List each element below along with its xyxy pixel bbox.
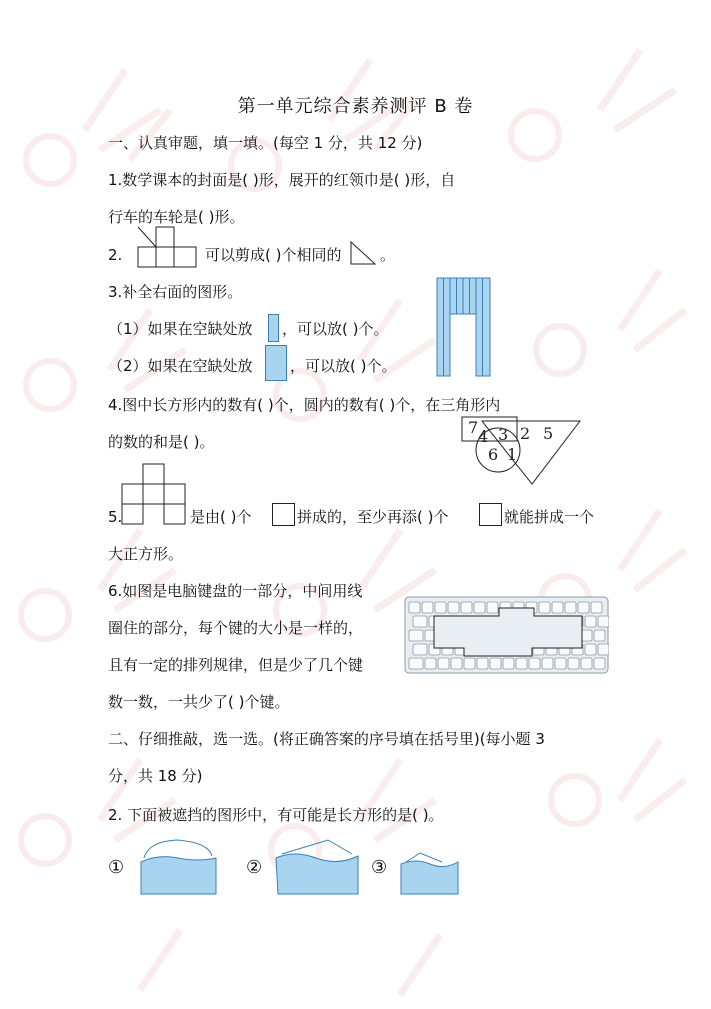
keyboard-key	[413, 616, 427, 627]
thin-bar-icon	[268, 314, 279, 342]
option-2-label: ②	[246, 857, 263, 878]
q6-line3: 且有一定的排列规律，但是少了几个键	[108, 656, 364, 674]
q4-line2: 的数的和是( )。	[108, 433, 215, 451]
q6-line2: 圈住的部分，每个键的大小是一样的，	[108, 619, 364, 637]
square-icon	[272, 503, 295, 526]
q1-line1: 1.数学课本的封面是( )形，展开的红领巾是( )形，自	[108, 171, 456, 189]
q5-cross-figure	[121, 462, 187, 526]
keyboard-key	[581, 658, 592, 669]
q3-2-text-a: （2）如果在空缺处放	[108, 357, 253, 375]
keyboard-key	[552, 602, 563, 613]
keyboard-key	[581, 630, 592, 641]
q4-number-3: 3	[498, 425, 509, 444]
keyboard-key	[490, 658, 501, 669]
q4-number-1: 1	[507, 445, 518, 464]
keyboard-key	[464, 658, 475, 669]
keyboard-key	[591, 602, 602, 613]
q2-text: 可以剪成( )个相同的	[205, 246, 342, 264]
q3-2-text-b: ，可以放( )个。	[290, 357, 397, 375]
keyboard-key	[422, 602, 433, 613]
q3-1-text-a: （1）如果在空缺处放	[108, 320, 253, 338]
q4-number-4: 4	[478, 427, 489, 446]
square-icon	[479, 503, 502, 526]
q4-number-6: 6	[488, 445, 499, 464]
page-title: 第一单元综合素养测评 B 卷	[237, 96, 474, 117]
option-1-figure	[138, 834, 218, 898]
keyboard-key	[529, 658, 540, 669]
q2-grid-figure	[136, 225, 200, 271]
keyboard-key	[474, 602, 485, 613]
option-3-label: ③	[371, 857, 388, 878]
q3-incomplete-figure	[435, 276, 493, 378]
q2-number: 2.	[108, 246, 123, 264]
keyboard-key	[598, 616, 609, 627]
keyboard-key	[578, 602, 589, 613]
q3-title: 3.补全右面的图形。	[108, 283, 243, 301]
q6-line4: 数一数，一共少了( )个键。	[108, 693, 290, 711]
keyboard-key	[487, 602, 498, 613]
q4-number-2: 2	[520, 424, 531, 443]
keyboard-key	[425, 658, 436, 669]
q4-number-7: 7	[468, 418, 479, 437]
option-2-figure	[272, 836, 362, 898]
keyboard-key	[594, 630, 605, 641]
section1-heading: 一、认真审题，填一填。(每空 1 分，共 12 分)	[108, 134, 423, 152]
keyboard-key	[409, 658, 423, 669]
section2-heading-line2: 分，共 18 分)	[108, 767, 203, 785]
keyboard-key	[585, 644, 596, 655]
keyboard-key	[503, 658, 514, 669]
keyboard-key	[409, 630, 423, 641]
keyboard-key	[409, 602, 420, 613]
keyboard-figure	[404, 596, 609, 674]
section2-q2: 2. 下面被遮挡的图形中，有可能是长方形的是( )。	[108, 806, 444, 824]
wide-bar-icon	[265, 345, 287, 381]
section2-heading-line1: 二、仔细推敲，选一选。(将正确答案的序号填在括号里)(每小题 3	[108, 730, 545, 748]
q5-number: 5.	[108, 508, 123, 526]
q5-line2: 大正方形。	[108, 545, 184, 563]
q4-shapes-figure	[460, 414, 585, 486]
keyboard-key	[461, 602, 472, 613]
keyboard-key	[594, 658, 605, 669]
keyboard-key	[477, 658, 488, 669]
keyboard-key	[451, 658, 462, 669]
option-1-label: ①	[108, 857, 125, 878]
keyboard-key	[438, 658, 449, 669]
q5-text-a: 是由( )个	[190, 508, 252, 526]
q2-end: 。	[380, 246, 396, 264]
keyboard-key	[542, 658, 553, 669]
keyboard-key	[448, 602, 459, 613]
q4-line1: 4.图中长方形内的数有( )个，圆内的数有( )个，在三角形内	[108, 396, 501, 414]
keyboard-key	[413, 644, 427, 655]
q3-1-text-b: ，可以放( )个。	[282, 320, 389, 338]
q5-text-c: 就能拼成一个	[504, 508, 595, 526]
keyboard-key	[565, 602, 576, 613]
option-3-figure	[398, 850, 462, 898]
triangle-icon	[348, 240, 378, 266]
keyboard-key	[435, 602, 446, 613]
keyboard-key	[555, 658, 566, 669]
q6-line1: 6.如图是电脑键盘的一部分，中间用线	[108, 582, 363, 600]
keyboard-key	[585, 616, 596, 627]
keyboard-key	[539, 602, 550, 613]
q5-text-b: 拼成的，至少再添( )个	[297, 508, 449, 526]
keyboard-key	[516, 658, 527, 669]
keyboard-key	[598, 644, 609, 655]
q4-number-5: 5	[543, 424, 554, 443]
keyboard-key	[568, 658, 579, 669]
q1-line2: 行车的车轮是( )形。	[108, 208, 245, 226]
